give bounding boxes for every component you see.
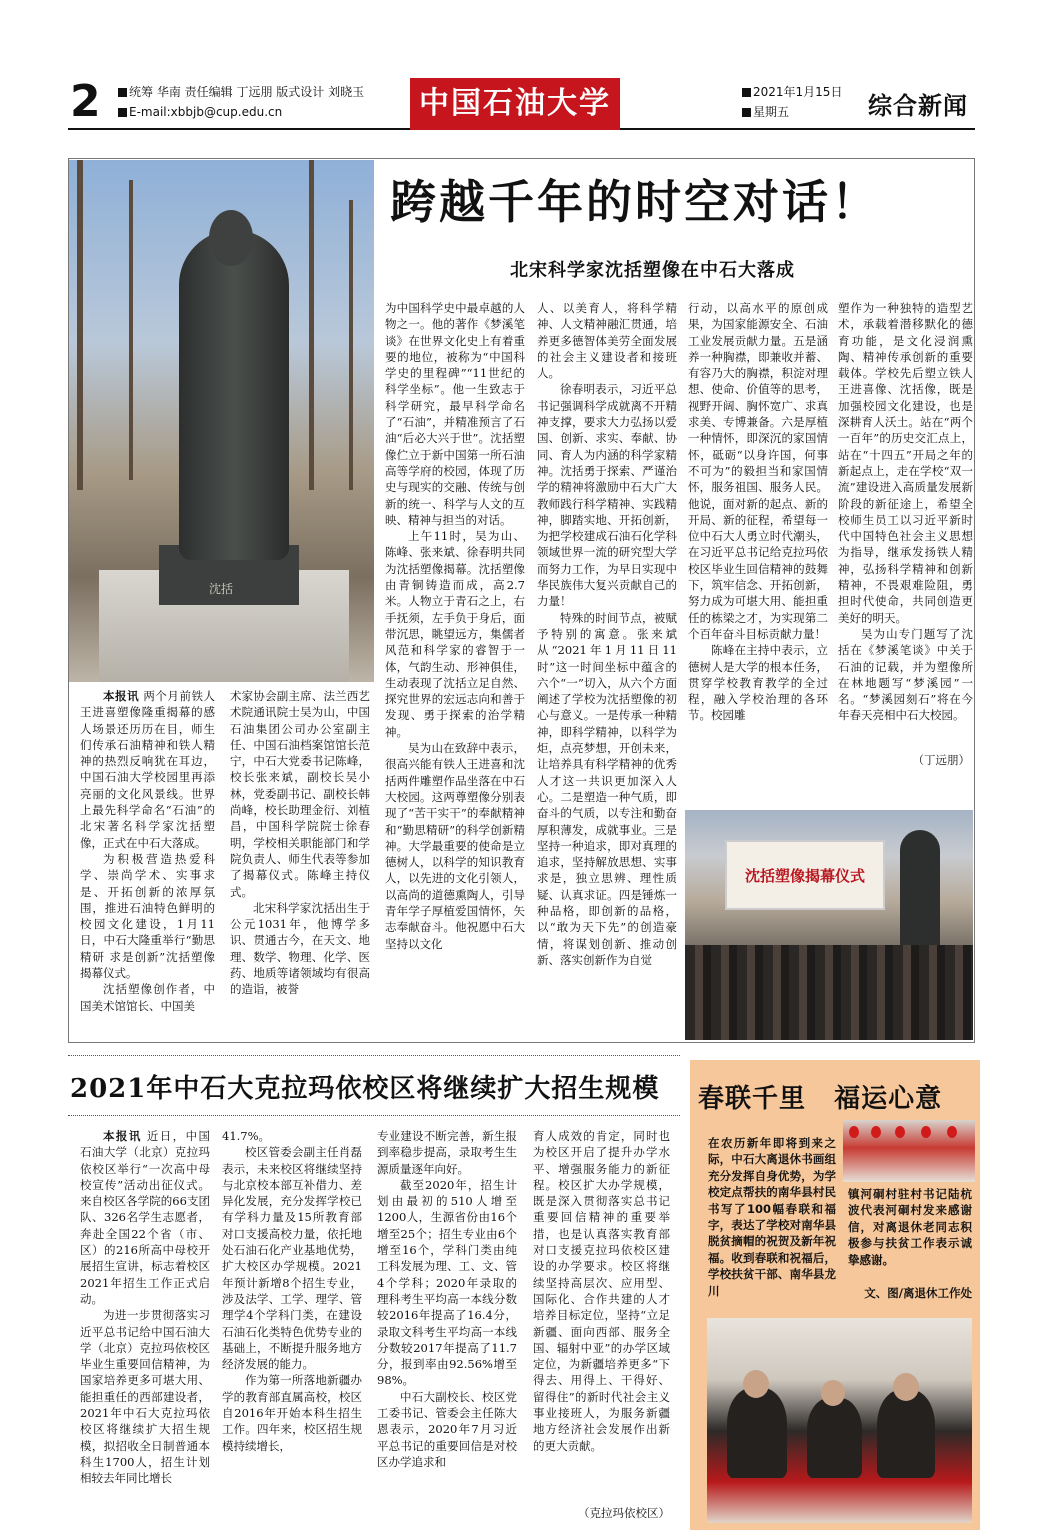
lead-label: 本报讯	[103, 1129, 142, 1143]
paragraph: 校区管委会副主任肖磊表示，未来校区将继续坚持与北京校本部互补借力、差异化发展，充分发挥学校已有学科力量及15所教育部对口支援高校力量，依托地处石油石化产业基地优势，扩大校区办学规模。2021年预计新增8个招生专业，涉及法学、工学、理学、管理学4个学科门类，在建设石油石化类特色优势专业的基础上，不断提升服务地方经济发展的能力。	[222, 1145, 362, 1372]
couplets-photo	[843, 1120, 975, 1182]
sidebar-credit: 文、图/离退休工作处	[864, 1286, 972, 1300]
sidebar-title	[698, 1078, 942, 1115]
calligraphy-photo	[707, 1318, 972, 1523]
sidebar-title-part2: 福运心意	[834, 1084, 943, 1114]
issue-date	[742, 84, 842, 101]
paragraph: 沈括塑像创作者，中国美术馆馆长、中国美	[80, 982, 215, 1013]
main-col-6	[838, 300, 973, 740]
bronze-statue	[179, 230, 289, 560]
statue-head	[209, 210, 253, 266]
main-col-5	[688, 300, 828, 805]
sidebar-text-2: 镇河硐村驻村书记陆杭波代表河硐村发来感谢信，对离退休老同志积极参与扶贫工作表示诚挚感谢。	[848, 1187, 972, 1267]
second-byline: （克拉玛依校区）	[578, 1506, 670, 1520]
paragraph: 作为第一所落地新疆办学的教育部直属高校，校区自2016年开始本科生招生工作。四年来，校区招生规模持续增长，	[222, 1373, 362, 1453]
sidebar-title-part1: 春联千里	[698, 1084, 807, 1114]
issue-weekday	[742, 104, 789, 121]
issue-date-text: 2021年1月15日	[753, 85, 843, 99]
main-col-2	[230, 688, 370, 1040]
paragraph: 两个月前铁人王进喜塑像隆重揭幕的感人场景还历历在目，师生们传承石油精神和铁人精神的热烈反响犹在耳边，中国石油大学校园里再添亮丽的文化风景线。世界上最先科学命名“石油”的北宋著名科学家沈括塑像，正式在中石大落成。	[80, 689, 215, 850]
paragraph: 41.7%。	[222, 1129, 271, 1143]
paragraph: 专业建设不断完善，新生报到率稳步提高，录取考生生源质量逐年向好。	[377, 1129, 517, 1176]
editor-credits	[118, 84, 364, 101]
paragraph: 术家协会副主席、法兰西艺术院通讯院士吴为山，中国石油集团公司办公室副主任、中国石油档案馆馆长范宁，中石大党委书记陈峰，校长张来斌，副校长吴小林，党委副书记、副校长韩尚峰，校长助理金衍、刘植昌，中国科学院院士徐春明，学校相关职能部门和学院负责人、师生代表等参加了揭幕仪式。陈峰主持仪式。	[230, 689, 370, 899]
main-byline: （丁远朋）	[912, 753, 970, 767]
paragraph: 为中国科学史中最卓越的人物之一。他的著作《梦溪笔谈》在世界文化史上有着重要的地位，被称为“中国科学史的里程碑”“11世纪的科学坐标”。他一生致志于科学研究，最早科学命名了“石油”，并精准预言了石油“后必大兴于世”。沈括塑像伫立于新中国第一所石油高等学府的校园，体现了历史与现实的交融、传统与创新的统一、科学与人文的互映、精神与担当的对话。	[385, 301, 525, 527]
main-col-4	[537, 300, 677, 1040]
paragraph: 近日，中国石油大学（北京）克拉玛依校区举行“一次高中母校宣传”活动出征仪式。来自校区各学院的66支团队、326名学生志愿者，奔赴全国22个省（市、区）的216所高中母校开展招生宣讲，标志着校区2021年招生工作正式启动。	[80, 1129, 210, 1306]
sidebar-text-1: 在农历新年即将到来之际，中石大离退休书画组充分发挥自身优势，为学校定点帮扶的南华县村民书写了100幅春联和福字，表达了学校对南华县脱贫摘帽的祝贺及新年祝福。收到春联和祝福后，学校扶贫干部、南华县龙川	[708, 1136, 836, 1298]
main-col-3	[385, 300, 525, 1040]
second-col-3	[377, 1128, 517, 1523]
second-headline: 2021年中石大克拉玛依校区将继续扩大招生规模	[70, 1074, 660, 1104]
paragraph: 行动，以高水平的原创成果，为国家能源安全、石油工业发展贡献力量。五是涵养一种胸襟，即兼收并蓄、有容乃大的胸襟，积淀对理想、使命、价值等的思考，视野开阔、胸怀宽广、求真求美、专博兼备。六是厚植一种情怀，即深沉的家国情怀，砥砺“以身许国，何事不可为”的毅担当和家国情怀，服务祖国、服务人民。他说，面对新的起点、新的开局、新的征程，希望每一位中石大人勇立时代潮头，在习近平总书记给克拉玛依校区毕业生回信精神的鼓舞下，筑牢信念、开拓创新，努力成为可堪大用、能担重任的栋梁之才，为实现第二个百年奋斗目标贡献力量！	[688, 301, 828, 641]
main-headline: 跨越千年的时空对话！	[390, 175, 880, 229]
paragraph: 上午11时，吴为山、陈峰、张来斌、徐春明共同为沈括塑像揭幕。沈括塑像由青铜铸造而成，高2.7米。人物立于青石之上，右手抚须，左手负于身后，面带沉思，眺望远方，集儒者风范和科学家的睿智于一体，气韵生动、形神俱佳，生动表现了沈括立足自然、探究世界的宏远志向和善于发现、勇于探索的治学精神。	[385, 529, 525, 739]
paragraph: 徐春明表示，习近平总书记强调科学成就离不开精神支撑，要求大力弘扬以爱国、创新、求实、奉献、协同、育人为内涵的科学家精神。沈括勇于探索、严谨治学的精神将激励中石大广大教师践行科学精神、实践精神，脚踏实地、开拓创新，为把学校建成石油石化学科领域世界一流的研究型大学而努力工作，为早日实现中华民族伟大复兴贡献自己的力量！	[537, 382, 677, 609]
paragraph: 育人成效的肯定，同时也为校区开启了提升办学水平、增强服务能力的新征程。校区扩大办学规模，既是深入贯彻落实总书记重要回信精神的重要举措，也是认真落实教育部对口支援克拉玛依校区建设的办学要求。校区将继续坚持高层次、应用型、国际化、合作共建的人才培养目标定位，坚持“立足新疆、面向西部、服务全国、辐射中亚”的办学区域定位，为新疆培养更多“下得去、用得上、干得好、留得住”的新时代社会主义事业接班人，为服务新疆地方经济社会发展作出新的更大贡献。	[533, 1129, 670, 1453]
ceremony-banner-title: 沈括塑像揭幕仪式	[744, 867, 865, 885]
paragraph: 为积极营造热爱科学、崇尚学术、实事求是、开拓创新的浓厚氛围，推进石油特色鲜明的校园文化建设，1月11日，中石大隆重举行“勤思精研 求是创新”沈括塑像揭幕仪式。	[80, 851, 215, 981]
paragraph: 特殊的时间节点，被赋予特别的寓意。张来斌从“2021年1月11日11时”这一时间坐标中蕴含的六个“一”切入，从六个方面阐述了学校为沈括塑像的初心与意义。一是传承一种精神，即科学精神，以科学为炬，点亮梦想，开创未来，让培养具有科学精神的优秀人才这一共识更加深入人心。二是塑造一种气质，即奋斗的气质，以专注和勤奋厚积薄发，成就事业。三是坚持一种追求，即对真理的追求，坚持解放思想、实事求是，独立思辨、理性质疑、认真求证。四是锤炼一种品格，即创新的品格，以“敢为天下先”的创造豪情，将谋划创新、推动创新、落实创新作为自觉	[537, 610, 677, 967]
section-title: 综合新闻	[868, 92, 968, 120]
page-number: 2	[70, 76, 101, 127]
masthead-logo: 中国石油大学	[410, 78, 620, 130]
second-col-2	[222, 1128, 362, 1523]
paragraph: 吴为山专门题写了沈括在《梦溪笔谈》中关于石油的记载，并为塑像所在林地题写“梦溪园”一名。“梦溪园刻石”将在今年春天亮相中石大校园。	[838, 626, 973, 723]
paragraph: 中石大副校长、校区党工委书记、管委会主任陈大恩表示，2020年7月习近平总书记的重要回信是对校区办学追求和	[377, 1389, 517, 1469]
paragraph: 塑作为一种独特的造型艺术，承载着潜移默化的德育功能，是文化浸润熏陶、精神传承创新的重要载体。学校先后塑立铁人王进喜像、沈括像，既是加强校园文化建设，也是深耕育人沃土。站在“两个一百年”的历史交汇点上，站在“十四五”开局之年的新起点上，走在学校“双一流”建设进入高质量发展新阶段的新征途上，希望全校师生员工以习近平新时代中国特色社会主义思想为指导，继承发扬铁人精神，弘扬科学精神和创新精神，不畏艰难险阻，勇担时代使命，共同创造更美好的明天。	[838, 301, 973, 625]
editor-credits-text: 统筹 华南 责任编辑 丁远朋 版式设计 刘晓玉	[129, 85, 365, 99]
header-rule-left	[68, 128, 410, 130]
contact-email-text: E-mail:xbbjb@cup.edu.cn	[129, 105, 283, 119]
paragraph: 为进一步贯彻落实习近平总书记给中国石油大学（北京）克拉玛依校区毕业生重要回信精神，为国家培养更多可堪大用、能担重任的西部建设者，2021年中石大克拉玛依校区将继续扩大招生规模，拟招收全日制普通本科生1700人，招生计划相较去年同比增长	[80, 1308, 210, 1486]
paragraph: 吴为山在致辞中表示，很高兴能有铁人王进喜和沈括两件雕塑作品坐落在中石大校园。这两尊塑像分别表现了“苦干实干”的奉献精神和“勤思精研”的科学创新精神。大学最重要的使命是立德树人，以科学的知识教育人，以先进的文化引领人，以高尚的道德熏陶人，引导青年学子厚植爱国情怀，矢志奉献奋斗。他祝愿中石大坚持以文化	[385, 741, 525, 951]
second-col-1	[80, 1128, 210, 1523]
section-divider	[68, 1055, 680, 1056]
main-subheadline: 北宋科学家沈括塑像在中石大落成	[510, 260, 795, 281]
audience-crowd	[685, 945, 973, 1040]
lead-label: 本报讯	[103, 689, 140, 703]
paragraph: 陈峰在主持中表示，立德树人是大学的根本任务，贯穿学校教育教学的全过程，融入学校治理的各环节。校园雕	[688, 643, 828, 723]
ceremony-photo	[685, 810, 973, 1040]
issue-weekday-text: 星期五	[753, 105, 790, 119]
statue-figure	[900, 830, 940, 950]
contact-email	[118, 104, 282, 121]
header-rule-right	[620, 128, 975, 130]
main-col-1	[80, 688, 215, 1040]
second-col-4	[533, 1128, 670, 1458]
paragraph: 人、以美育人，将科学精神、人文精神融汇贯通，培养更多德智体美劳全面发展的社会主义建设者和接班人。	[537, 301, 677, 381]
plaque-inscription: 沈括	[209, 582, 234, 596]
paragraph: 截至2020年，招生计划由最初的510人增至1200人，生源省份由16个增至25个；招生专业由6个增至16个，学科门类由纯工科发展为理、工、文、管4个学科；2020年录取的理科考生平均高一本线分数较2016年提高了16.4分，录取文科考生平均高一本线分数较2017年提高了11.7分，报到率由92.56%增至98%。	[377, 1177, 517, 1388]
headline-divider	[68, 1115, 680, 1116]
paragraph: 北宋科学家沈括出生于公元1031年，他博学多识、贯通古今，在天文、地理、数学、物理、化学、医药、地质等诸领域均有很高的造诣，被誉	[230, 900, 370, 997]
statue-photo	[69, 160, 374, 682]
